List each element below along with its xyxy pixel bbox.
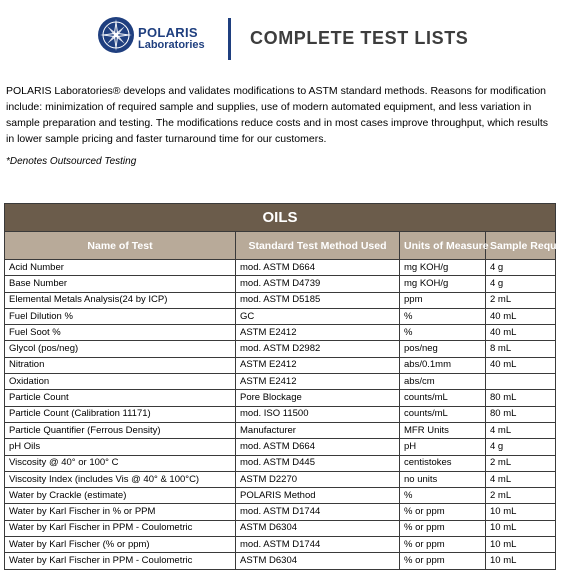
cell-sample: 10 mL [486, 520, 556, 536]
page-title: COMPLETE TEST LISTS [250, 28, 469, 48]
cell-method: ASTM D6304 [236, 520, 400, 536]
column-header-sample: Sample Required [486, 232, 556, 260]
cell-test-name: Acid Number [5, 260, 236, 276]
cell-test-name: Water by Crackle (estimate) [5, 488, 236, 504]
cell-method: ASTM E2412 [236, 325, 400, 341]
cell-sample: 4 mL [486, 471, 556, 487]
cell-method: ASTM E2412 [236, 357, 400, 373]
cell-units: abs/cm [400, 374, 486, 390]
cell-method: mod. ASTM D5185 [236, 292, 400, 308]
table-row [5, 422, 556, 438]
table-row [5, 260, 556, 276]
cell-sample: 80 mL [486, 406, 556, 422]
table-row [5, 488, 556, 504]
table-row [5, 341, 556, 357]
column-header-units: Units of Measure [400, 232, 486, 260]
logo-name: POLARIS [138, 25, 198, 40]
table-row [5, 325, 556, 341]
cell-sample: 10 mL [486, 553, 556, 569]
table-row [5, 292, 556, 308]
cell-sample: 40 mL [486, 357, 556, 373]
cell-units: ppm [400, 292, 486, 308]
cell-method: mod. ISO 11500 [236, 406, 400, 422]
cell-test-name: Particle Count [5, 390, 236, 406]
cell-test-name: Fuel Soot % [5, 325, 236, 341]
cell-method: ASTM E2412 [236, 374, 400, 390]
cell-method: Pore Blockage [236, 390, 400, 406]
cell-sample: 4 g [486, 276, 556, 292]
cell-sample: 8 mL [486, 341, 556, 357]
cell-sample [486, 374, 556, 390]
page-header [0, 0, 558, 75]
compass-star-icon [97, 16, 135, 54]
cell-test-name: Elemental Metals Analysis(24 by ICP) [5, 292, 236, 308]
cell-units: mg KOH/g [400, 276, 486, 292]
cell-method: ASTM D2270 [236, 471, 400, 487]
table-row [5, 308, 556, 324]
cell-units: centistokes [400, 455, 486, 471]
cell-units: % [400, 308, 486, 324]
cell-test-name: Nitration [5, 357, 236, 373]
cell-test-name: Base Number [5, 276, 236, 292]
cell-sample: 80 mL [486, 390, 556, 406]
cell-method: ASTM D6304 [236, 553, 400, 569]
cell-sample: 40 mL [486, 325, 556, 341]
section-title: OILS [5, 204, 556, 232]
cell-units: counts/mL [400, 406, 486, 422]
table-row [5, 406, 556, 422]
cell-sample: 10 mL [486, 504, 556, 520]
cell-test-name: Viscosity @ 40° or 100° C [5, 455, 236, 471]
cell-test-name: Water by Karl Fischer in PPM - Coulometric [5, 553, 236, 569]
cell-method: mod. ASTM D1744 [236, 504, 400, 520]
cell-method: GC [236, 308, 400, 324]
cell-sample: 2 mL [486, 292, 556, 308]
cell-test-name: pH Oils [5, 439, 236, 455]
table-row [5, 357, 556, 373]
cell-method: mod. ASTM D445 [236, 455, 400, 471]
header-divider [228, 18, 231, 60]
cell-test-name: Water by Karl Fischer in PPM - Coulometric [5, 520, 236, 536]
table-row [5, 537, 556, 553]
cell-test-name: Water by Karl Fischer in % or PPM [5, 504, 236, 520]
section-header-row [5, 204, 556, 232]
cell-units: pos/neg [400, 341, 486, 357]
cell-method: POLARIS Method [236, 488, 400, 504]
cell-test-name: Fuel Dilution % [5, 308, 236, 324]
cell-units: no units [400, 471, 486, 487]
cell-method: mod. ASTM D4739 [236, 276, 400, 292]
polaris-logo [97, 16, 217, 60]
column-header-method: Standard Test Method Used [236, 232, 400, 260]
table-row [5, 520, 556, 536]
cell-units: abs/0.1mm [400, 357, 486, 373]
cell-sample: 4 g [486, 260, 556, 276]
table-body [5, 260, 556, 570]
column-header-row [5, 232, 556, 260]
cell-test-name: Water by Karl Fischer (% or ppm) [5, 537, 236, 553]
cell-units: % or ppm [400, 553, 486, 569]
cell-test-name: Viscosity Index (includes Vis @ 40° & 100°C) [5, 471, 236, 487]
cell-sample: 40 mL [486, 308, 556, 324]
table-row [5, 471, 556, 487]
cell-units: MFR Units [400, 422, 486, 438]
cell-test-name: Particle Quantifier (Ferrous Density) [5, 422, 236, 438]
cell-method: mod. ASTM D664 [236, 439, 400, 455]
cell-method: mod. ASTM D1744 [236, 537, 400, 553]
table-row [5, 455, 556, 471]
cell-sample: 2 mL [486, 488, 556, 504]
table-row [5, 390, 556, 406]
table-row [5, 276, 556, 292]
intro-paragraph: POLARIS Laboratories® develops and validates modifications to ASTM standard methods. Reasons for modification include: minimization of required sample and supplies, use of modern automated equipment, and less variation in sample preparation and testing. The modifications reduce costs and in most cases improve throughput, which results in lower sample pricing and faster turnaround time for our customers. [6, 85, 549, 145]
test-list-table [4, 203, 576, 570]
table-row [5, 504, 556, 520]
table-row [5, 374, 556, 390]
cell-test-name: Glycol (pos/neg) [5, 341, 236, 357]
cell-units: % [400, 488, 486, 504]
cell-method: Manufacturer [236, 422, 400, 438]
cell-units: % or ppm [400, 520, 486, 536]
cell-units: counts/mL [400, 390, 486, 406]
cell-units: % or ppm [400, 537, 486, 553]
cell-test-name: Oxidation [5, 374, 236, 390]
table-row [5, 553, 556, 569]
cell-units: mg KOH/g [400, 260, 486, 276]
outsourced-note: *Denotes Outsourced Testing [6, 156, 137, 167]
cell-test-name: Particle Count (Calibration 11171) [5, 406, 236, 422]
cell-sample: 4 g [486, 439, 556, 455]
cell-method: mod. ASTM D2982 [236, 341, 400, 357]
cell-units: pH [400, 439, 486, 455]
cell-sample: 2 mL [486, 455, 556, 471]
cell-sample: 10 mL [486, 537, 556, 553]
cell-sample: 4 mL [486, 422, 556, 438]
logo-subname: Laboratories [138, 39, 205, 51]
column-header-name: Name of Test [5, 232, 236, 260]
cell-method: mod. ASTM D664 [236, 260, 400, 276]
cell-units: % or ppm [400, 504, 486, 520]
table-row [5, 439, 556, 455]
cell-units: % [400, 325, 486, 341]
